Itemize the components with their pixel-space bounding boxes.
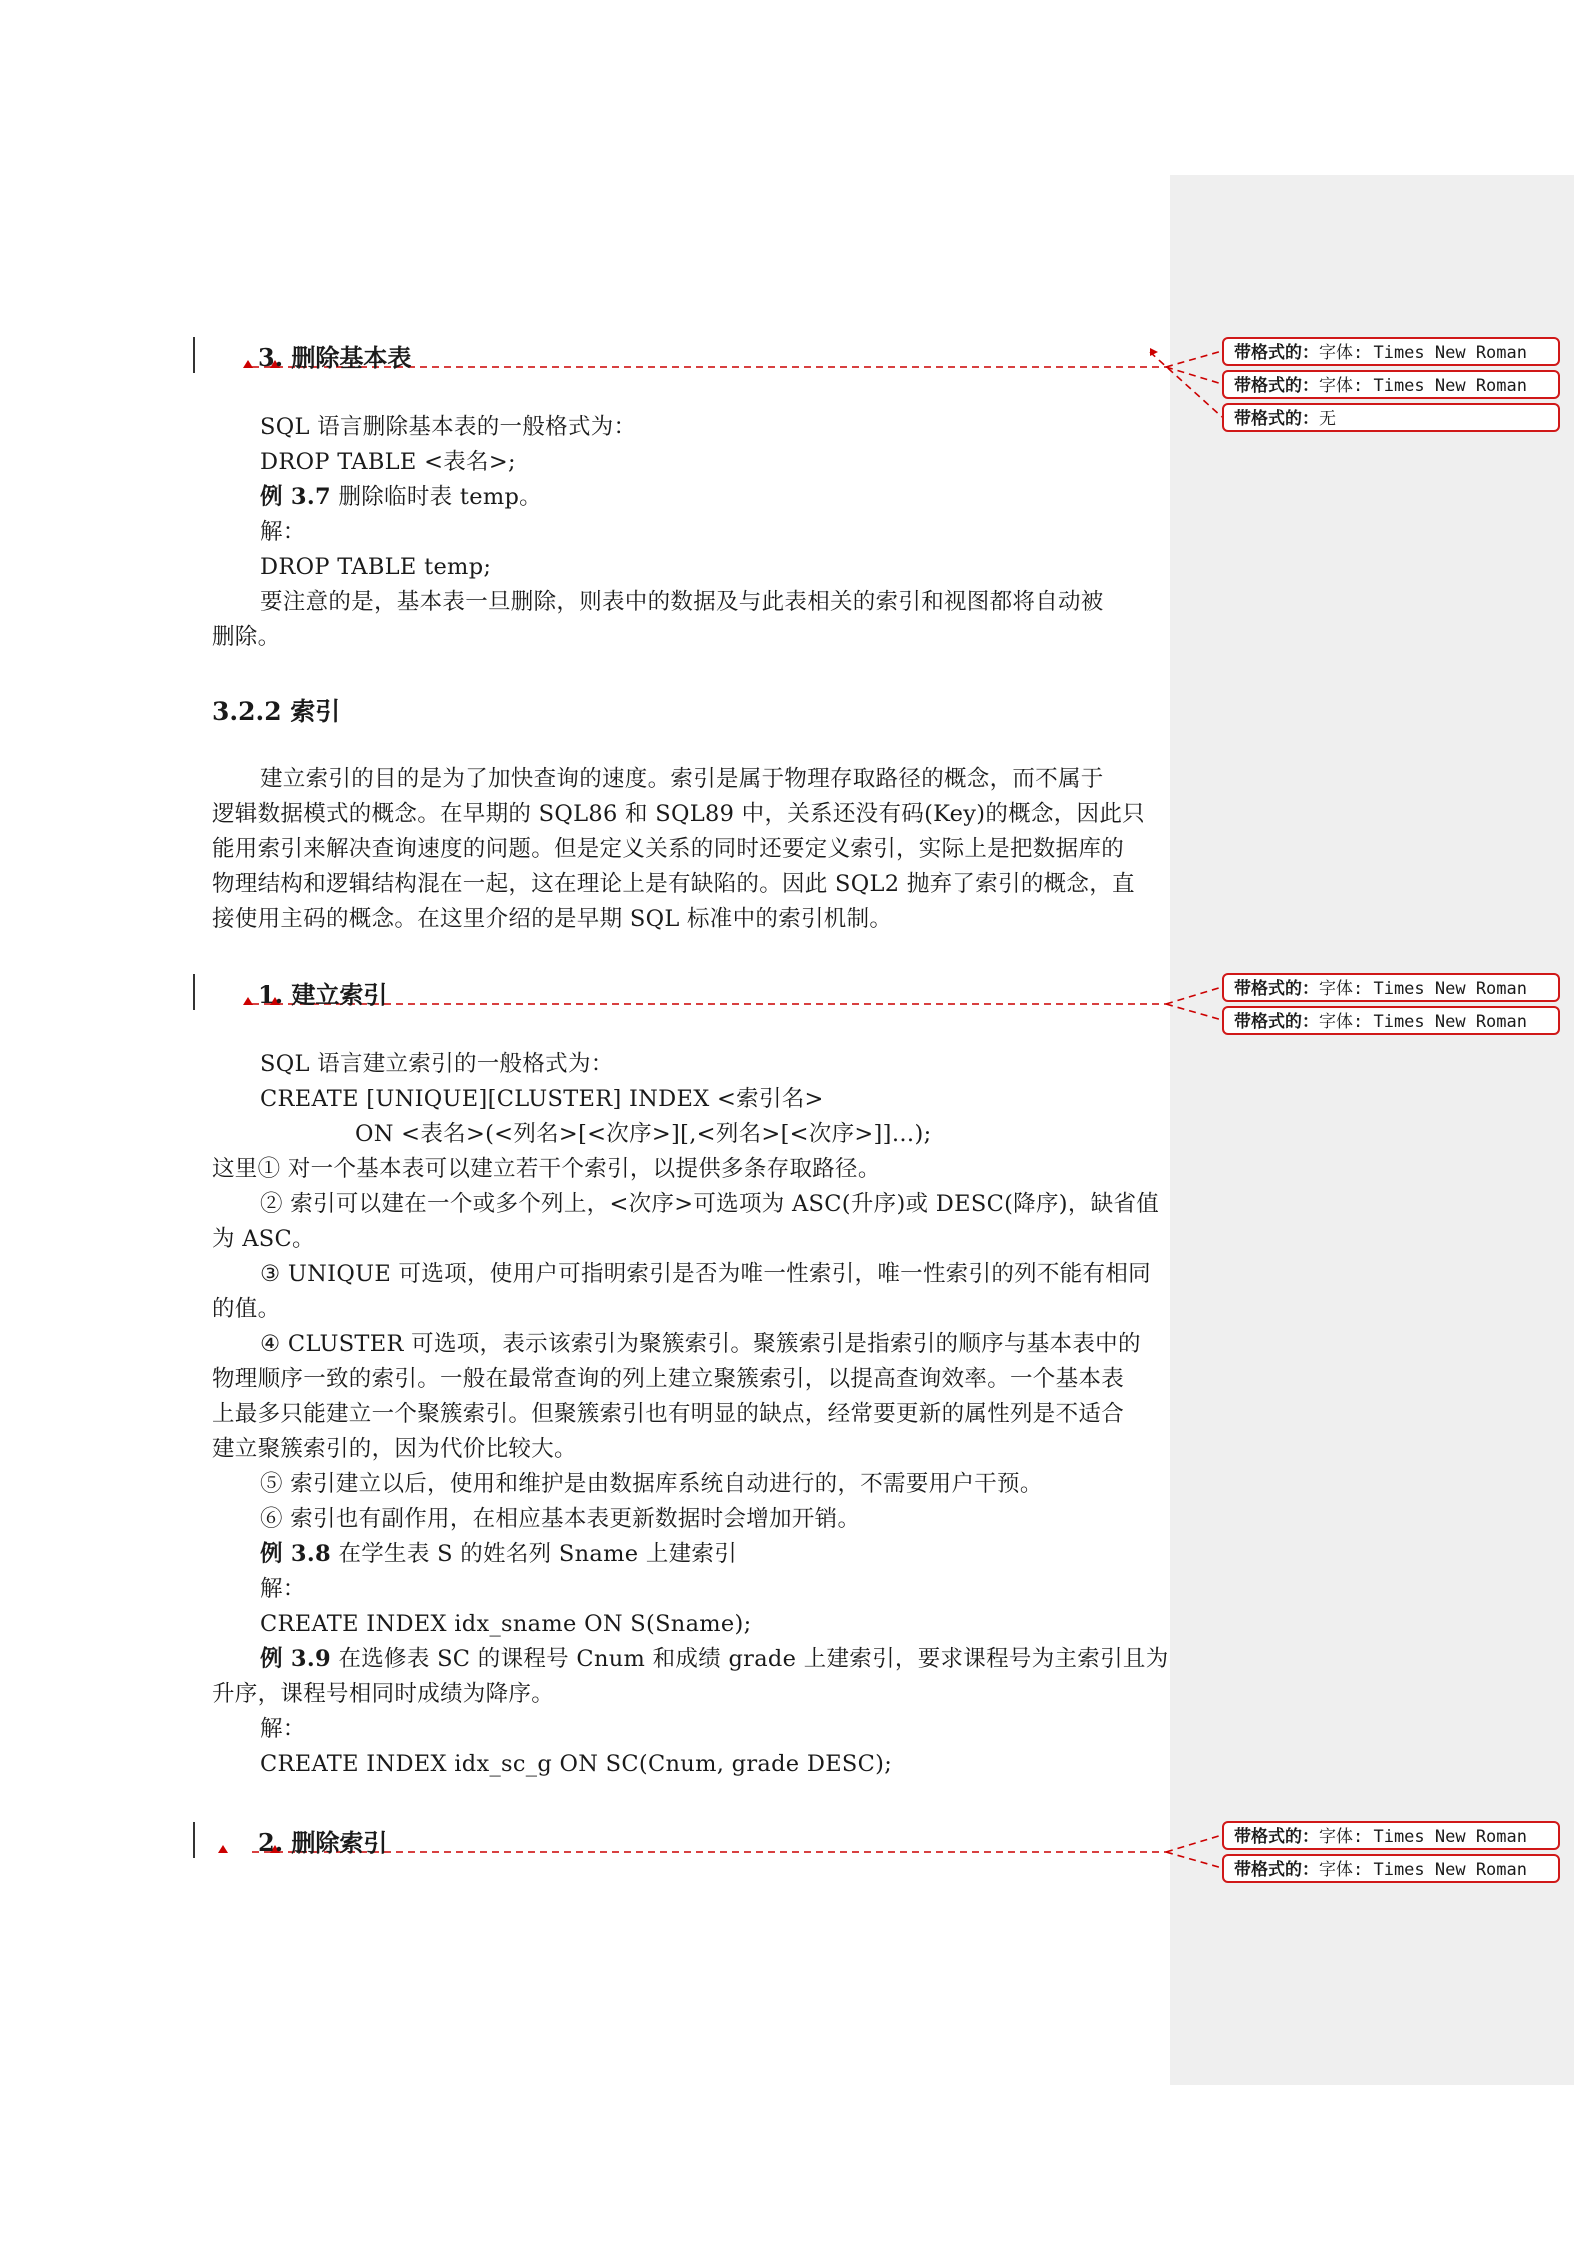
balloon-text: 字体: Times New Roman	[1319, 376, 1527, 396]
section-heading-create-index: 1. 建立索引	[258, 980, 388, 1009]
balloon-label: 带格式的：	[1234, 409, 1319, 429]
balloon-text: 字体: Times New Roman	[1319, 1012, 1527, 1032]
section-heading-drop-index: 2. 删除索引	[258, 1828, 388, 1857]
balloon-text: 字体: Times New Roman	[1319, 1860, 1527, 1880]
leader-line-6b	[1166, 1835, 1222, 1852]
text-line: 逻辑数据模式的概念。在早期的 SQL86 和 SQL89 中，关系还没有码(Key)的概念，因此只	[212, 801, 1145, 827]
change-bar	[193, 1822, 195, 1858]
example-text: 在选修表 SC 的课程号 Cnum 和成绩 grade 上建索引，要求课程号为主索引且为	[338, 1646, 1169, 1672]
text-line: 解：	[260, 1576, 306, 1602]
balloon-label: 带格式的：	[1234, 979, 1319, 999]
balloon-label: 带格式的：	[1234, 1827, 1319, 1847]
balloon-label: 带格式的：	[1234, 1860, 1319, 1880]
text-line: 升序，课程号相同时成绩为降序。	[212, 1681, 555, 1707]
balloon-label: 带格式的：	[1234, 1012, 1319, 1032]
example-3-9	[260, 1642, 1169, 1676]
text-line: DROP TABLE <表名>;	[260, 449, 516, 475]
text-line: 能用索引来解决查询速度的问题。但是定义关系的同时还要定义索引，实际上是把数据库的	[212, 836, 1125, 862]
leader-line-2	[1166, 367, 1222, 384]
example-label: 例 3.7	[260, 484, 331, 510]
text-line: CREATE INDEX idx_sc_g ON SC(Cnum, grade DESC);	[260, 1751, 893, 1777]
section-heading-drop-table: 3. 删除基本表	[258, 343, 412, 372]
example-text: 删除临时表 temp。	[338, 484, 542, 510]
balloon-label: 带格式的：	[1234, 343, 1319, 363]
text-line: CREATE INDEX idx_sname ON S(Sname);	[260, 1611, 752, 1637]
leader-line-3	[1150, 352, 1222, 417]
text-line: 解：	[260, 1716, 306, 1742]
change-bar	[193, 974, 195, 1010]
text-line: SQL 语言删除基本表的一般格式为：	[260, 414, 637, 440]
example-label: 例 3.9	[260, 1646, 331, 1672]
text-line: 为 ASC。	[212, 1226, 315, 1252]
example-text: 在学生表 S 的姓名列 Sname 上建索引	[338, 1541, 738, 1567]
format-balloon[interactable]	[1222, 337, 1560, 366]
format-balloon[interactable]	[1222, 370, 1560, 399]
text-line: 要注意的是，基本表一旦删除，则表中的数据及与此表相关的索引和视图都将自动被	[260, 589, 1104, 615]
revision-anchor	[218, 1845, 228, 1853]
text-line: 建立索引的目的是为了加快查询的速度。索引是属于物理存取路径的概念，而不属于	[260, 766, 1104, 792]
text-line: 的值。	[212, 1296, 281, 1322]
text-line: 物理结构和逻辑结构混在一起，这在理论上是有缺陷的。因此 SQL2 抛弃了索引的概念，直	[212, 871, 1135, 897]
leader-line-5	[1166, 1004, 1222, 1020]
format-balloon[interactable]	[1222, 403, 1560, 432]
text-line: 解：	[260, 519, 306, 545]
balloon-label: 带格式的：	[1234, 376, 1319, 396]
text-line: SQL 语言建立索引的一般格式为：	[260, 1051, 614, 1077]
text-line: ⑤ 索引建立以后，使用和维护是由数据库系统自动进行的，不需要用户干预。	[260, 1471, 1043, 1497]
text-line: 删除。	[212, 624, 281, 650]
example-label: 例 3.8	[260, 1541, 331, 1567]
text-line: CREATE [UNIQUE][CLUSTER] INDEX <索引名>	[260, 1086, 824, 1112]
balloon-text: 字体: Times New Roman	[1319, 1827, 1527, 1847]
text-line: 物理顺序一致的索引。一般在最常查询的列上建立聚簇索引，以提高查询效率。一个基本表	[212, 1366, 1125, 1392]
example-3-8	[260, 1537, 737, 1571]
format-balloon[interactable]	[1222, 973, 1560, 1002]
format-balloon[interactable]	[1222, 1006, 1560, 1035]
format-balloon[interactable]	[1222, 1854, 1560, 1883]
text-line: 上最多只能建立一个聚簇索引。但聚簇索引也有明显的缺点，经常要更新的属性列是不适合	[212, 1401, 1125, 1427]
balloon-text: 字体: Times New Roman	[1319, 343, 1527, 363]
text-line: 这里① 对一个基本表可以建立若干个索引，以提供多条存取路径。	[212, 1156, 881, 1182]
revision-anchor	[243, 360, 253, 368]
text-line: ② 索引可以建在一个或多个列上，<次序>可选项为 ASC(升序)或 DESC(降序)，缺省值	[260, 1191, 1160, 1217]
revision-anchor	[243, 997, 253, 1005]
text-line: ④ CLUSTER 可选项，表示该索引为聚簇索引。聚簇索引是指索引的顺序与基本表中的	[260, 1331, 1141, 1357]
section-heading-index: 3.2.2 索引	[212, 697, 341, 726]
text-line: ③ UNIQUE 可选项，使用户可指明索引是否为唯一性索引，唯一性索引的列不能有相同	[260, 1261, 1151, 1287]
leader-line-1b	[1166, 351, 1222, 367]
text-line: ⑥ 索引也有副作用，在相应基本表更新数据时会增加开销。	[260, 1506, 861, 1532]
leader-line-7	[1166, 1852, 1222, 1868]
balloon-text: 无	[1319, 409, 1336, 429]
text-line: DROP TABLE temp;	[260, 554, 492, 580]
text-line: ON <表名>(<列名>[<次序>][,<列名>[<次序>]]…);	[355, 1121, 932, 1147]
text-line: 接使用主码的概念。在这里介绍的是早期 SQL 标准中的索引机制。	[212, 906, 893, 932]
text-line: 建立聚簇索引的，因为代价比较大。	[212, 1436, 577, 1462]
change-bar	[193, 337, 195, 373]
format-balloon[interactable]	[1222, 1821, 1560, 1850]
balloon-text: 字体: Times New Roman	[1319, 979, 1527, 999]
example-3-7	[260, 480, 542, 514]
leader-line-4b	[1166, 987, 1222, 1004]
